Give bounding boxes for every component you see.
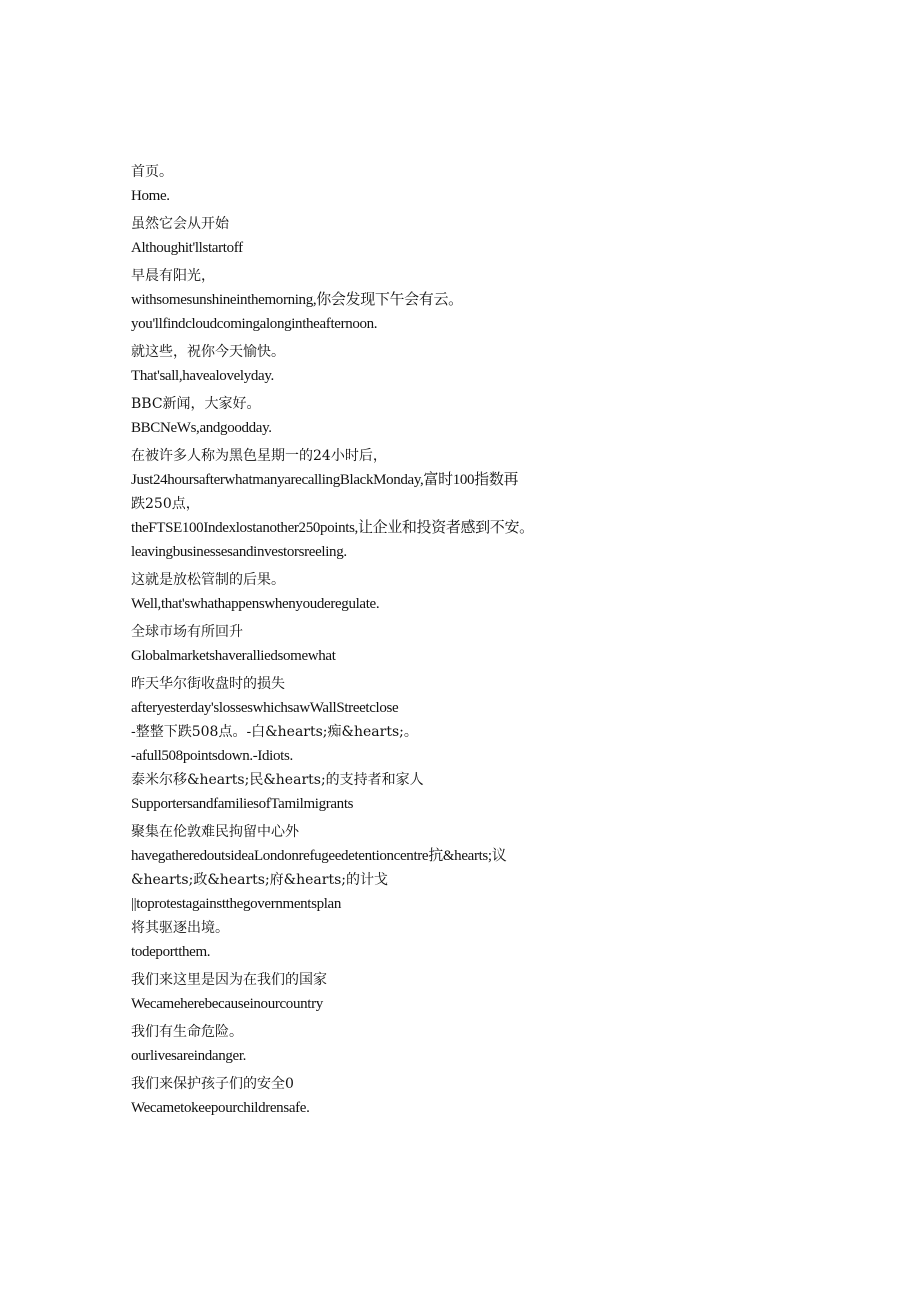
subtitle-document xyxy=(131,160,601,1120)
doc-line-en: leavingbusinessesandinvestorsreeling. xyxy=(131,544,347,560)
doc-line-en: SupportersandfamiliesofTamilmigrants xyxy=(131,796,354,812)
doc-line-zh: 虽然它会从开始 xyxy=(131,216,229,232)
doc-line-en: withsomesunshineinthemorning,你会发现下午会有云。 xyxy=(131,292,463,308)
doc-line-zh: 我们来这里是因为在我们的国家 xyxy=(131,972,327,988)
doc-line-zh: 我们来保护孩子们的安全0 xyxy=(131,1076,294,1092)
doc-line-zh: 早晨有阳光， xyxy=(131,268,215,284)
doc-line-en: theFTSE100Indexlostanother250points,让企业和投资者感到不安。 xyxy=(131,520,534,536)
doc-line-en: you'llfindcloudcomingalongintheafternoon. xyxy=(131,316,378,332)
doc-line-zh: 昨天华尔街收盘时的损失 xyxy=(131,676,285,692)
doc-line-en: Home. xyxy=(131,188,170,204)
doc-line-en: Althoughit'llstartoff xyxy=(131,240,243,256)
doc-line-en: -afull508pointsdown.-Idiots. xyxy=(131,748,293,764)
doc-line-zh: 这就是放松管制的后果。 xyxy=(131,572,285,588)
doc-line-zh: 将其驱逐出境。 xyxy=(131,920,229,936)
doc-line-zh: 全球市场有所回升 xyxy=(131,624,243,640)
doc-line-en: Globalmarketshaveralliedsomewhat xyxy=(131,648,336,664)
doc-line-en: ourlivesareindanger. xyxy=(131,1048,247,1064)
doc-line-zh: 在被许多人称为黑色星期一的24小时后， xyxy=(131,448,387,464)
doc-line-en: Wecameherebecauseinourcountry xyxy=(131,996,323,1012)
doc-line-en: havegatheredoutsideaLondonrefugeedetentioncentre抗&hearts;议 xyxy=(131,848,507,864)
doc-line-en: Just24hoursafterwhatmanyarecallingBlackMonday,富时100指数再 xyxy=(131,472,519,488)
doc-line-en: ||toprotestagainstthegovernmentsplan xyxy=(131,896,342,912)
doc-line-zh: 首页。 xyxy=(131,164,173,180)
doc-line-zh: 我们有生命危险。 xyxy=(131,1024,243,1040)
doc-line-zh: &hearts;政&hearts;府&hearts;的计戈 xyxy=(131,872,388,888)
doc-line-zh: 泰米尔移&hearts;民&hearts;的支持者和家人 xyxy=(131,772,424,788)
doc-line-en: Wecametokeepourchildrensafe. xyxy=(131,1100,310,1116)
doc-line-en: todeportthem. xyxy=(131,944,211,960)
doc-line-zh: -整整下跌508点。-白&hearts;痴&hearts;。 xyxy=(131,724,418,740)
doc-line-zh: 跌250点， xyxy=(131,496,200,512)
doc-line-en: BBCNeWs,andgoodday. xyxy=(131,420,272,436)
doc-line-zh: 就这些，祝你今天愉快。 xyxy=(131,344,285,360)
doc-line-en: afteryesterday'slosseswhichsawWallStreetclose xyxy=(131,700,399,716)
doc-line-en: Well,that'swhathappenswhenyouderegulate. xyxy=(131,596,380,612)
doc-line-zh: BBC新闻，大家好。 xyxy=(131,396,261,412)
doc-line-zh: 聚集在伦敦难民拘留中心外 xyxy=(131,824,299,840)
doc-line-en: That'sall,havealovelyday. xyxy=(131,368,274,384)
